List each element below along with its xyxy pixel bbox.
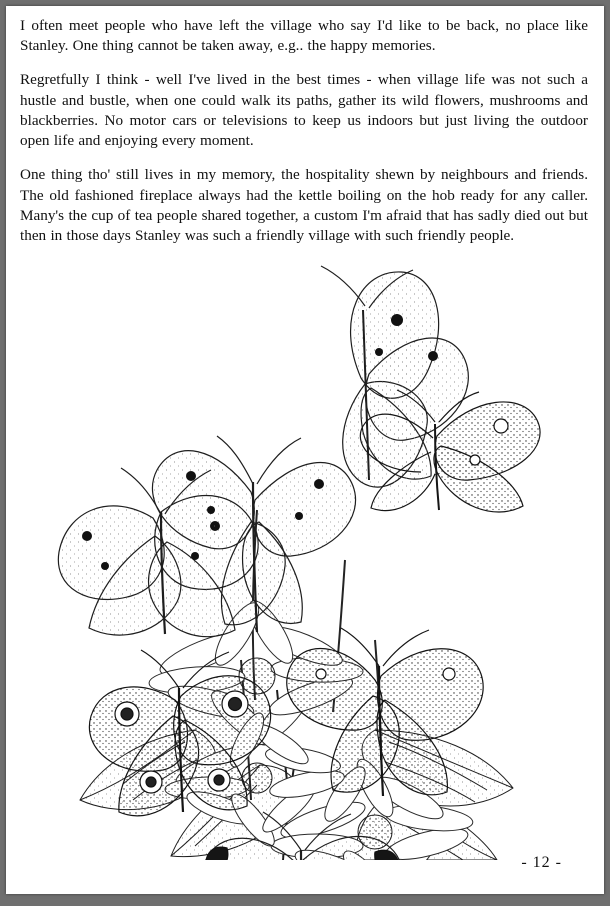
- page-number: - 12 -: [521, 854, 562, 871]
- paragraph-3: One thing tho' still lives in my memory, the hospitality shewn by neighbours and friends. The old fashioned fireplace always had the kettle boiling on the hob ready for any caller. Many's the cup of tea people shared together, a custom I'm afraid that has sadly died out but then in those days Stanley was such a friendly village with such friendly people.: [20, 166, 588, 244]
- butterflies-on-daisies-illustration: [45, 260, 565, 860]
- paragraph-2: Regretfully I think - well I've lived in the best times - when village life was not such a hustle and bustle, when one could walk its paths, gather its wild flowers, mushrooms and blackberries. No motor cars or televisions to keep us indoors but just living the outdoor open life and enjoying every moment.: [20, 71, 588, 150]
- document-page: [6, 6, 604, 894]
- page-body: [6, 6, 604, 246]
- paragraph-1: I often meet people who have left the village who say I'd like to be back, no place like Stanley. One thing cannot be taken away, e.g.. the happy memories.: [20, 17, 588, 55]
- illustration-figure: [6, 260, 604, 860]
